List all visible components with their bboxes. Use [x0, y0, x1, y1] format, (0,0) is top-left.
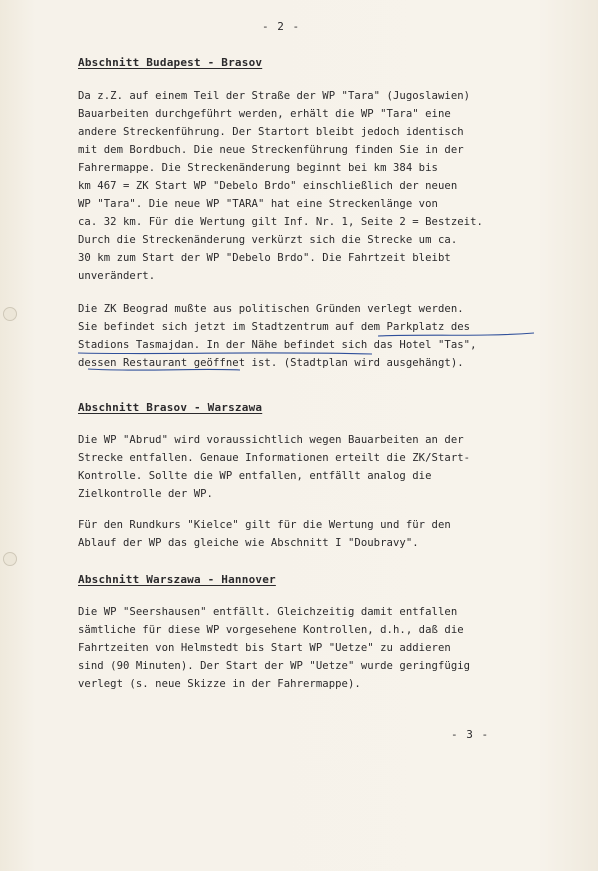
section-heading: Abschnitt Budapest - Brasov: [78, 56, 263, 69]
text-line: Stadions Tasmajdan. In der Nähe befindet sich das Hotel "Tas",: [78, 339, 477, 351]
text-line: sämtliche für diese WP vorgesehene Kontrollen, d.h., daß die: [78, 624, 464, 636]
text-line: mit dem Bordbuch. Die neue Streckenführung finden Sie in der: [78, 144, 464, 156]
text-line: km 467 = ZK Start WP "Debelo Brdo" einschließlich der neuen: [78, 180, 458, 192]
text-line: dessen Restaurant geöffnet ist. (Stadtplan wird ausgehängt).: [78, 357, 464, 369]
text-line: WP "Tara". Die neue WP "TARA" hat eine Streckenlänge von: [78, 198, 438, 210]
page-number-top: - 2 -: [262, 20, 301, 33]
text-line: sind (90 Minuten). Der Start der WP "Uetze" wurde geringfügig: [78, 660, 471, 672]
text-line: Fahrermappe. Die Streckenänderung beginnt bei km 384 bis: [78, 162, 438, 174]
section-heading: Abschnitt Warszawa - Hannover: [78, 573, 276, 586]
text-line: Ablauf der WP das gleiche wie Abschnitt I "Doubravy".: [78, 537, 419, 549]
text-line: Kontrolle. Sollte die WP entfallen, entfällt analog die: [78, 470, 432, 482]
text-line: Fahrtzeiten von Helmstedt bis Start WP "Uetze" zu addieren: [78, 642, 451, 654]
text-line: Die ZK Beograd mußte aus politischen Gründen verlegt werden.: [78, 303, 464, 315]
text-line: verlegt (s. neue Skizze in der Fahrermappe).: [78, 678, 361, 690]
text-line: Strecke entfallen. Genaue Informationen erteilt die ZK/Start-: [78, 452, 471, 464]
text-line: 30 km zum Start der WP "Debelo Brdo". Die Fahrtzeit bleibt: [78, 252, 451, 264]
page-number-bottom: - 3 -: [451, 728, 490, 741]
section-heading: Abschnitt Brasov - Warszawa: [78, 401, 263, 414]
text-line: Durch die Streckenänderung verkürzt sich die Strecke um ca.: [78, 234, 458, 246]
text-line: Zielkontrolle der WP.: [78, 488, 213, 500]
text-line: Bauarbeiten durchgeführt werden, erhält die WP "Tara" eine: [78, 108, 451, 120]
text-line: Sie befindet sich jetzt im Stadtzentrum auf dem Parkplatz des: [78, 321, 471, 333]
text-line: Die WP "Abrud" wird voraussichtlich wegen Bauarbeiten an der: [78, 434, 464, 446]
text-line: unverändert.: [78, 270, 156, 282]
text-line: Die WP "Seershausen" entfällt. Gleichzeitig damit entfallen: [78, 606, 458, 618]
text-line: ca. 32 km. Für die Wertung gilt Inf. Nr. 1, Seite 2 = Bestzeit.: [78, 216, 483, 228]
text-line: Da z.Z. auf einem Teil der Straße der WP "Tara" (Jugoslawien): [78, 90, 471, 102]
text-line: andere Streckenführung. Der Startort bleibt jedoch identisch: [78, 126, 464, 138]
text-line: Für den Rundkurs "Kielce" gilt für die Wertung und für den: [78, 519, 451, 531]
